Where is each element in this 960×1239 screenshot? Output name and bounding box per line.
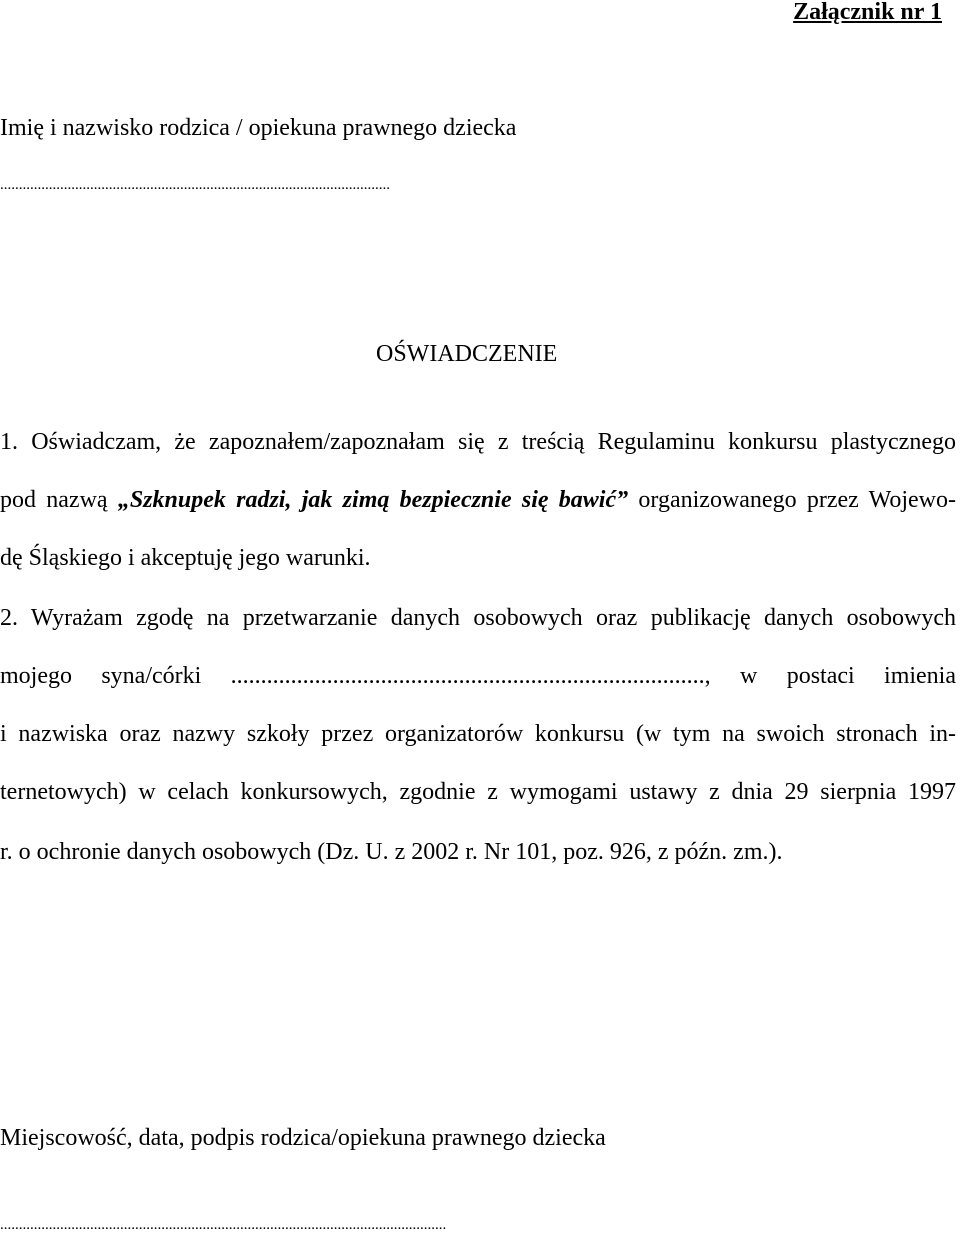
statement-p1-line3: dę Śląskiego i akceptuję jego warunki.: [0, 545, 371, 571]
parent-name-label: Imię i nazwisko rodzica / opiekuna prawnego dziecka: [0, 115, 517, 141]
statement-p2-line3: i nazwiska oraz nazwy szkoły przez organizatorów konkursu (w tym na swoich stronach in-: [0, 721, 956, 747]
signature-label: Miejscowość, data, podpis rodzica/opiekuna prawnego dziecka: [0, 1125, 606, 1151]
statement-title: OŚWIADCZENIE: [376, 341, 558, 367]
signature-field[interactable]: .......................................................................................................................: [0, 1217, 447, 1233]
parent-name-field[interactable]: ........................................................................................................: [0, 177, 390, 193]
statement-p1-line2: [0, 488, 956, 512]
statement-p1-line2-prefix: pod nazwą: [0, 487, 118, 513]
statement-p1-line2-suffix: organizowanego przez Wojewo-: [628, 487, 957, 513]
statement-p2-line5: r. o ochronie danych osobowych (Dz. U. z 2002 r. Nr 101, poz. 926, z późn. zm.).: [0, 839, 783, 865]
contest-title: „Szknupek radzi, jak zimą bezpiecznie się bawić”: [117, 487, 629, 513]
annex-label: Załącznik nr 1: [793, 0, 942, 25]
statement-p2-line1: 2. Wyrażam zgodę na przetwarzanie danych osobowych oraz publikację danych osobowych: [0, 605, 956, 631]
statement-p2-line2: mojego syna/córki ..............................................................................., w postaci imienia: [0, 663, 956, 689]
statement-p2-line4: ternetowych) w celach konkursowych, zgodnie z wymogami ustawy z dnia 29 sierpnia 1997: [0, 779, 956, 805]
statement-p1-line1: 1. Oświadczam, że zapoznałem/zapoznałam się z treścią Regulaminu konkursu plastycznego: [0, 429, 956, 455]
